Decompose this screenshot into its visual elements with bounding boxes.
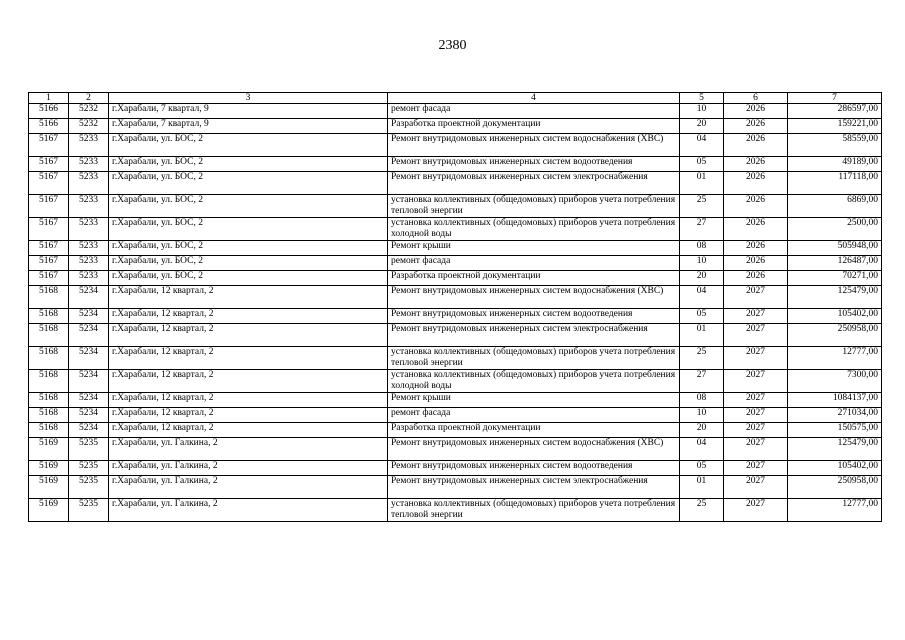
cell-work-type: Разработка проектной документации	[388, 271, 680, 286]
cell-cost: 70271,00	[788, 271, 882, 286]
cell-seq-number: 5166	[29, 104, 69, 119]
cell-work-type: Ремонт внутридомовых инженерных систем водоснабжения (ХВС)	[388, 134, 680, 157]
cell-seq-number: 5169	[29, 438, 69, 461]
cell-address: г.Харабали, ул. БОС, 2	[109, 271, 388, 286]
cell-seq-number: 5169	[29, 461, 69, 476]
cell-work-type: установка коллективных (общедомовых) приборов учета потребления тепловой энергии	[388, 499, 680, 522]
table-row	[29, 119, 882, 134]
cell-seq-number: 5167	[29, 134, 69, 157]
cell-address: г.Харабали, 12 квартал, 2	[109, 309, 388, 324]
cell-house-number: 5233	[69, 157, 109, 172]
cell-year: 2026	[724, 218, 788, 241]
cell-address: г.Харабали, ул. Галкина, 2	[109, 476, 388, 499]
cell-house-number: 5233	[69, 134, 109, 157]
cell-work-code: 25	[680, 499, 724, 522]
cell-work-code: 20	[680, 119, 724, 134]
table-row	[29, 461, 882, 476]
cell-year: 2027	[724, 408, 788, 423]
cell-seq-number: 5168	[29, 347, 69, 370]
table-row	[29, 286, 882, 309]
cell-address: г.Харабали, 7 квартал, 9	[109, 104, 388, 119]
cell-house-number: 5233	[69, 241, 109, 256]
page-number: 2380	[438, 38, 467, 53]
cell-house-number: 5233	[69, 256, 109, 271]
cell-address: г.Харабали, 12 квартал, 2	[109, 393, 388, 408]
cell-work-type: Ремонт внутридомовых инженерных систем водоотведения	[388, 309, 680, 324]
cell-house-number: 5235	[69, 476, 109, 499]
cell-address: г.Харабали, ул. БОС, 2	[109, 218, 388, 241]
cell-cost: 105402,00	[788, 309, 882, 324]
cell-work-code: 01	[680, 324, 724, 347]
cell-work-code: 05	[680, 157, 724, 172]
cell-cost: 150575,00	[788, 423, 882, 438]
cell-work-type: Ремонт крыши	[388, 393, 680, 408]
cell-work-type: установка коллективных (общедомовых) приборов учета потребления холодной воды	[388, 370, 680, 393]
cell-year: 2027	[724, 393, 788, 408]
cell-work-type: Ремонт внутридомовых инженерных систем водоотведения	[388, 157, 680, 172]
cell-house-number: 5234	[69, 309, 109, 324]
column-header: 2	[69, 93, 109, 104]
cell-house-number: 5232	[69, 119, 109, 134]
cell-seq-number: 5168	[29, 286, 69, 309]
table-row	[29, 241, 882, 256]
cell-year: 2027	[724, 370, 788, 393]
cell-cost: 126487,00	[788, 256, 882, 271]
cell-work-code: 01	[680, 476, 724, 499]
table-row	[29, 271, 882, 286]
column-header: 6	[724, 93, 788, 104]
cell-house-number: 5235	[69, 461, 109, 476]
cell-work-code: 25	[680, 195, 724, 218]
cell-cost: 12777,00	[788, 347, 882, 370]
table-row	[29, 423, 882, 438]
cell-work-type: Разработка проектной документации	[388, 119, 680, 134]
cell-cost: 2500,00	[788, 218, 882, 241]
cell-work-code: 04	[680, 134, 724, 157]
cell-work-code: 04	[680, 438, 724, 461]
cell-cost: 125479,00	[788, 438, 882, 461]
cell-work-type: Разработка проектной документации	[388, 423, 680, 438]
cell-house-number: 5233	[69, 218, 109, 241]
cell-house-number: 5234	[69, 347, 109, 370]
cell-address: г.Харабали, ул. БОС, 2	[109, 256, 388, 271]
table-row	[29, 393, 882, 408]
cell-seq-number: 5168	[29, 423, 69, 438]
cell-house-number: 5233	[69, 195, 109, 218]
cell-seq-number: 5167	[29, 172, 69, 195]
cell-work-type: Ремонт внутридомовых инженерных систем водоотведения	[388, 461, 680, 476]
cell-address: г.Харабали, ул. БОС, 2	[109, 157, 388, 172]
cell-seq-number: 5168	[29, 309, 69, 324]
cell-work-type: установка коллективных (общедомовых) приборов учета потребления холодной воды	[388, 218, 680, 241]
cell-seq-number: 5168	[29, 408, 69, 423]
cell-seq-number: 5167	[29, 157, 69, 172]
cell-year: 2026	[724, 134, 788, 157]
cell-address: г.Харабали, ул. БОС, 2	[109, 172, 388, 195]
cell-work-code: 10	[680, 104, 724, 119]
cell-seq-number: 5167	[29, 271, 69, 286]
cell-work-code: 20	[680, 423, 724, 438]
cell-work-type: установка коллективных (общедомовых) приборов учета потребления тепловой энергии	[388, 347, 680, 370]
cell-year: 2027	[724, 309, 788, 324]
cell-year: 2026	[724, 271, 788, 286]
cell-work-type: Ремонт внутридомовых инженерных систем водоснабжения (ХВС)	[388, 438, 680, 461]
cell-work-code: 10	[680, 408, 724, 423]
cell-work-type: Ремонт крыши	[388, 241, 680, 256]
cell-work-code: 05	[680, 309, 724, 324]
cell-house-number: 5234	[69, 286, 109, 309]
cell-cost: 286597,00	[788, 104, 882, 119]
cell-seq-number: 5168	[29, 393, 69, 408]
cell-cost: 58559,00	[788, 134, 882, 157]
cell-house-number: 5233	[69, 172, 109, 195]
cell-work-code: 05	[680, 461, 724, 476]
cell-address: г.Харабали, ул. БОС, 2	[109, 134, 388, 157]
cell-cost: 505948,00	[788, 241, 882, 256]
column-header: 3	[109, 93, 388, 104]
table-row	[29, 157, 882, 172]
table-row	[29, 324, 882, 347]
cell-work-code: 25	[680, 347, 724, 370]
table-body	[29, 104, 882, 522]
cell-address: г.Харабали, 12 квартал, 2	[109, 324, 388, 347]
cell-work-type: ремонт фасада	[388, 104, 680, 119]
table-row	[29, 172, 882, 195]
column-header: 7	[788, 93, 882, 104]
cell-house-number: 5235	[69, 499, 109, 522]
cell-year: 2026	[724, 104, 788, 119]
cell-address: г.Харабали, ул. Галкина, 2	[109, 438, 388, 461]
table-row	[29, 134, 882, 157]
table-row	[29, 438, 882, 461]
cell-cost: 117118,00	[788, 172, 882, 195]
cell-seq-number: 5167	[29, 241, 69, 256]
cell-house-number: 5234	[69, 408, 109, 423]
column-header: 5	[680, 93, 724, 104]
cell-cost: 7300,00	[788, 370, 882, 393]
cell-work-code: 04	[680, 286, 724, 309]
cell-seq-number: 5169	[29, 499, 69, 522]
cell-work-code: 08	[680, 393, 724, 408]
cell-seq-number: 5166	[29, 119, 69, 134]
cell-work-code: 27	[680, 218, 724, 241]
cell-seq-number: 5167	[29, 195, 69, 218]
cell-work-type: ремонт фасада	[388, 256, 680, 271]
table-row	[29, 476, 882, 499]
cell-year: 2027	[724, 438, 788, 461]
cell-work-code: 10	[680, 256, 724, 271]
cell-year: 2027	[724, 286, 788, 309]
cell-cost: 271034,00	[788, 408, 882, 423]
table-row	[29, 370, 882, 393]
data-table	[28, 92, 882, 522]
cell-cost: 250958,00	[788, 324, 882, 347]
table-row	[29, 499, 882, 522]
cell-house-number: 5234	[69, 324, 109, 347]
cell-house-number: 5233	[69, 271, 109, 286]
table-row	[29, 408, 882, 423]
cell-cost: 250958,00	[788, 476, 882, 499]
cell-cost: 6869,00	[788, 195, 882, 218]
column-header: 1	[29, 93, 69, 104]
cell-year: 2026	[724, 195, 788, 218]
cell-cost: 1084137,00	[788, 393, 882, 408]
cell-work-code: 27	[680, 370, 724, 393]
table-header-row	[29, 93, 882, 104]
table-row	[29, 218, 882, 241]
cell-year: 2026	[724, 157, 788, 172]
cell-house-number: 5235	[69, 438, 109, 461]
cell-address: г.Харабали, ул. БОС, 2	[109, 195, 388, 218]
cell-cost: 159221,00	[788, 119, 882, 134]
cell-address: г.Харабали, ул. БОС, 2	[109, 241, 388, 256]
cell-address: г.Харабали, 12 квартал, 2	[109, 347, 388, 370]
cell-year: 2027	[724, 324, 788, 347]
cell-house-number: 5234	[69, 393, 109, 408]
cell-address: г.Харабали, 12 квартал, 2	[109, 370, 388, 393]
cell-cost: 105402,00	[788, 461, 882, 476]
cell-work-code: 08	[680, 241, 724, 256]
cell-address: г.Харабали, 12 квартал, 2	[109, 286, 388, 309]
cell-seq-number: 5168	[29, 324, 69, 347]
cell-seq-number: 5167	[29, 256, 69, 271]
cell-year: 2026	[724, 119, 788, 134]
cell-year: 2026	[724, 256, 788, 271]
cell-year: 2027	[724, 423, 788, 438]
cell-address: г.Харабали, 12 квартал, 2	[109, 408, 388, 423]
cell-seq-number: 5169	[29, 476, 69, 499]
cell-year: 2027	[724, 461, 788, 476]
cell-work-code: 01	[680, 172, 724, 195]
cell-work-type: Ремонт внутридомовых инженерных систем электроснабжения	[388, 324, 680, 347]
cell-year: 2027	[724, 476, 788, 499]
cell-address: г.Харабали, 7 квартал, 9	[109, 119, 388, 134]
column-header: 4	[388, 93, 680, 104]
cell-seq-number: 5168	[29, 370, 69, 393]
cell-year: 2026	[724, 172, 788, 195]
cell-cost: 125479,00	[788, 286, 882, 309]
table-row	[29, 104, 882, 119]
cell-address: г.Харабали, 12 квартал, 2	[109, 423, 388, 438]
cell-address: г.Харабали, ул. Галкина, 2	[109, 461, 388, 476]
cell-year: 2027	[724, 347, 788, 370]
cell-year: 2027	[724, 499, 788, 522]
cell-work-type: установка коллективных (общедомовых) приборов учета потребления тепловой энергии	[388, 195, 680, 218]
cell-house-number: 5234	[69, 370, 109, 393]
cell-year: 2026	[724, 241, 788, 256]
cell-work-type: ремонт фасада	[388, 408, 680, 423]
cell-cost: 49189,00	[788, 157, 882, 172]
cell-cost: 12777,00	[788, 499, 882, 522]
table-row	[29, 347, 882, 370]
table-row	[29, 195, 882, 218]
cell-seq-number: 5167	[29, 218, 69, 241]
table-row	[29, 256, 882, 271]
cell-work-code: 20	[680, 271, 724, 286]
cell-house-number: 5234	[69, 423, 109, 438]
cell-work-type: Ремонт внутридомовых инженерных систем электроснабжения	[388, 172, 680, 195]
cell-address: г.Харабали, ул. Галкина, 2	[109, 499, 388, 522]
cell-work-type: Ремонт внутридомовых инженерных систем водоснабжения (ХВС)	[388, 286, 680, 309]
table-row	[29, 309, 882, 324]
cell-work-type: Ремонт внутридомовых инженерных систем электроснабжения	[388, 476, 680, 499]
cell-house-number: 5232	[69, 104, 109, 119]
